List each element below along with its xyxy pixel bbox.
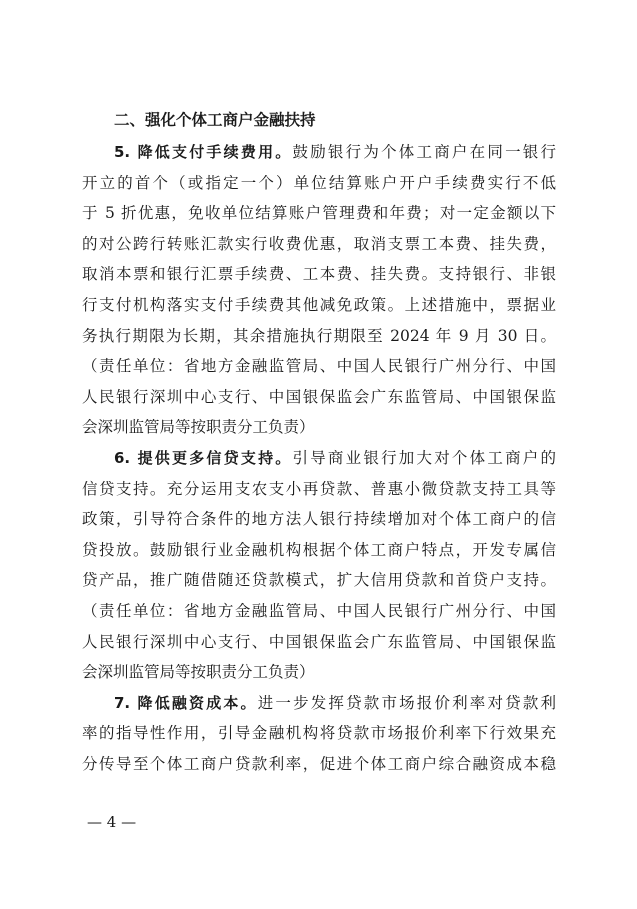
paragraph-line: 人民银行深圳中心支行、中国银保监会广东监管局、中国银保监 xyxy=(82,387,556,406)
line-text: 鼓励银行为个体工商户在同一银行 xyxy=(292,143,556,161)
paragraph-item-6 xyxy=(82,443,556,688)
paragraph-line: 行支付机构落实支付手续费其他减免政策。上述措施中，票据业 xyxy=(82,295,556,314)
line-text: 引导商业银行加大对个体工商户的 xyxy=(292,448,556,467)
paragraph-first-line xyxy=(82,443,556,474)
paragraph-line: 取消本票和银行汇票手续费、工本费、挂失费。支持银行、非银 xyxy=(82,265,556,284)
paragraph-line: 开立的首个（或指定一个）单位结算账户开户手续费实行不低 xyxy=(82,173,556,192)
paragraph-line: （责任单位：省地方金融监管局、中国人民银行广州分行、中国 xyxy=(82,601,556,620)
paragraph-line: 于 5 折优惠，免收单位结算账户管理费和年费；对一定金额以下 xyxy=(82,204,556,223)
line-text: 进一步发挥贷款市场报价利率对贷款利 xyxy=(257,693,556,712)
paragraph-line: 务执行期限为长期，其余措施执行期限至 2024 年 9 月 30 日。 xyxy=(82,326,556,345)
item-title: 5. 降低支付手续费用。 xyxy=(114,143,293,161)
paragraph-line: 贷产品，推广随借随还贷款模式，扩大信用贷款和首贷户支持。 xyxy=(82,571,556,590)
paragraph-line: （责任单位：省地方金融监管局、中国人民银行广州分行、中国 xyxy=(82,357,556,376)
paragraph-line: 会深圳监管局等按职责分工负责） xyxy=(82,418,315,437)
paragraph-first-line xyxy=(82,137,556,168)
document-body xyxy=(82,107,556,779)
paragraph-line: 政策，引导符合条件的地方法人银行持续增加对个体工商户的信 xyxy=(82,510,556,529)
section-heading: 二、强化个体工商户金融扶持 xyxy=(114,111,316,129)
paragraph-line: 的对公跨行转账汇款实行收费优惠，取消支票工本费、挂失费， xyxy=(82,234,556,253)
item-title: 7. 降低融资成本。 xyxy=(114,693,258,712)
paragraph-item-7 xyxy=(82,688,556,780)
paragraph-line: 会深圳监管局等按职责分工负责） xyxy=(82,663,315,682)
paragraph-first-line xyxy=(82,688,556,719)
paragraph-item-5 xyxy=(82,137,556,443)
page-number: — 4 — xyxy=(87,813,137,831)
paragraph-line: 率的指导性作用，引导金融机构将贷款市场报价利率下行效果充 xyxy=(82,724,556,743)
paragraph-line: 贷投放。鼓励银行业金融机构根据个体工商户特点，开发专属信 xyxy=(82,540,556,559)
paragraph-line: 分传导至个体工商户贷款利率，促进个体工商户综合融资成本稳 xyxy=(82,754,556,773)
paragraph-line: 信贷支持。充分运用支农支小再贷款、普惠小微贷款支持工具等 xyxy=(82,479,556,498)
item-title: 6. 提供更多信贷支持。 xyxy=(114,448,293,467)
paragraph-line: 人民银行深圳中心支行、中国银保监会广东监管局、中国银保监 xyxy=(82,632,556,651)
